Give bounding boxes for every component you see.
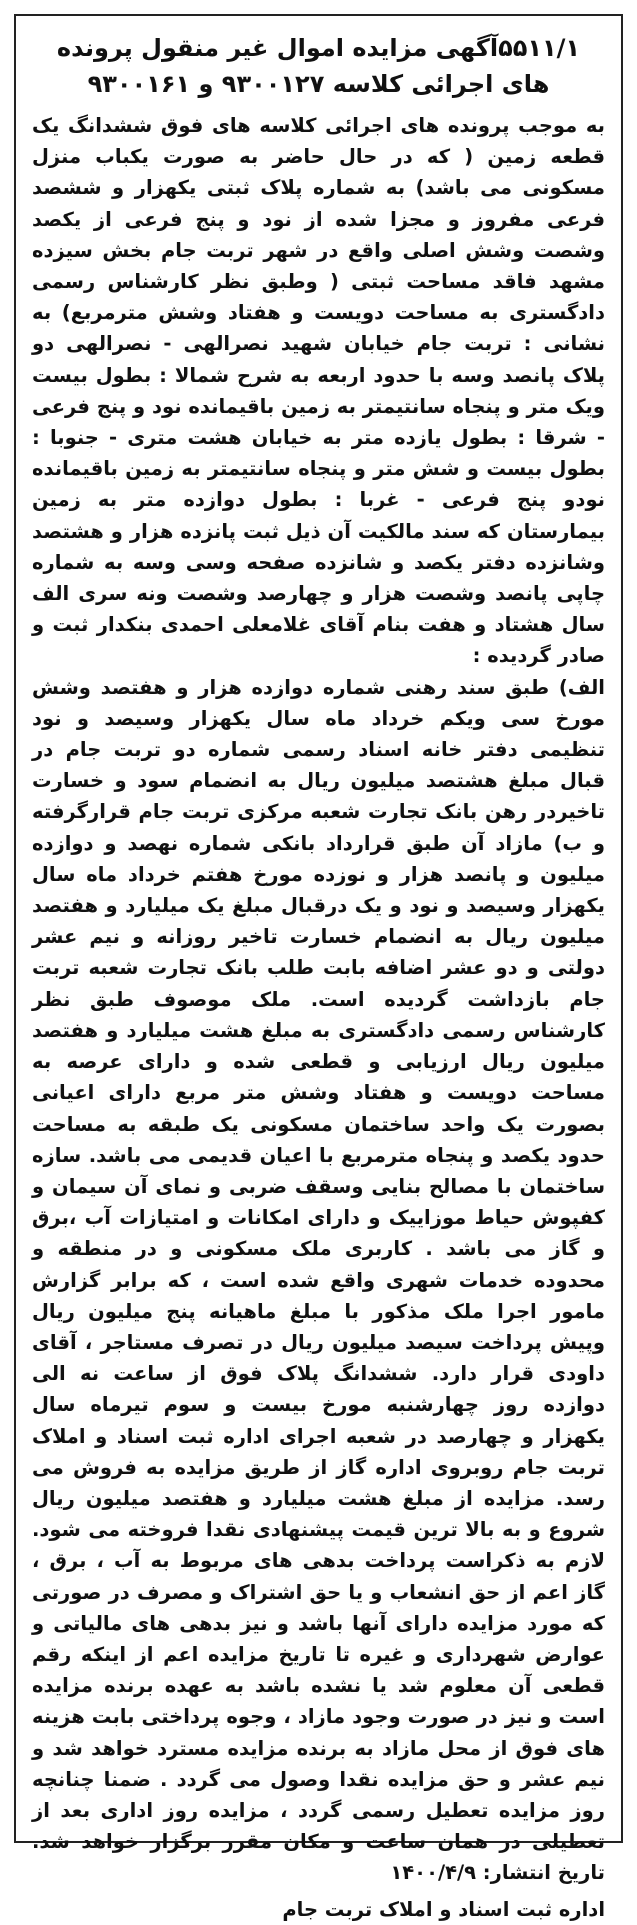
auction-notice	[14, 14, 623, 1921]
notice-paragraph-details: الف) طبق سند رهنی شماره دوازده هزار و هفتصد وشش مورخ سی ویکم خرداد ماه سال یکهزار وسیصد و نود تنظیمی دفتر خانه اسناد رسمی شماره دو تربت جام در قبال مبلغ هشتصد میلیون ریال به انضمام سود و خسارت تاخیردر رهن بانک تجارت شعبه مرکزی تربت جام قرارگرفته و ب) مازاد آن طبق قرارداد بانکی شماره نهصد و دوازده میلیون و پانصد هزار و نوزده مورخ هفتم خرداد ماه سال یکهزار وسیصد و نود و یک درقبال مبلغ یک میلیارد و هفتصد میلیون ریال به انضمام خسارت تاخیر روزانه و نیم عشر دولتی و دو عشر اضافه بابت طلب بانک تجارت شعبه تربت جام بازداشت گردیده است. ملک موصوف طبق نظر کارشناس رسمی دادگستری به مبلغ هشت میلیارد و هفتصد میلیون ریال ارزیابی و قطعی شده و دارای عرصه به مساحت دویست و هفتاد وشش متر مربع دارای اعیانی بصورت یک واحد ساختمان مسکونی یک طبقه به مساحت حدود یکصد و پنجاه مترمربع با اعیان قدیمی می باشد. سازه ساختمان با مصالح بنایی وسقف ضربی و نمای آن سیمان و کفپوش حیاط موزاییک و دارای امکانات و امتیازات آب ،برق و گاز می باشد . کاربری ملک مسکونی و در منطقه و محدوده خدمات شهری واقع شده است ، که برابر گزارش مامور اجرا ملک مذکور با مبلغ ماهیانه پنج میلیون ریال وپیش پرداخت سیصد میلیون ریال در تصرف مستاجر ، آقای داودی قرار دارد. ششدانگ پلاک فوق از ساعت نه الی دوازده روز چهارشنبه مورخ بیست و سوم تیرماه سال یکهزار و چهارصد در شعبه اجرای اداره ثبت اسناد و املاک تربت جام روبروی اداره گاز از طریق مزایده به فروش می رسد. مزایده از مبلغ هشت میلیارد و هفتصد میلیون ریال شروع و به بالا ترین قیمت پیشنهادی نقدا فروخته می شود. لازم به ذکراست پرداخت بدهی های مربوط به آب ، برق ، گاز اعم از حق انشعاب و یا حق اشتراک و مصرف در صورتی که مورد مزایده دارای آنها باشد و نیز بدهی های مالیاتی و عوارض شهرداری و غیره تا تاریخ مزایده اعم از اینکه رقم قطعی آن معلوم شد یا نشده باشد به عهده برنده مزایده است و نیز در صورت وجود مازاد ، وجوه پرداختی بابت هزینه های فوق از محل مازاد به برنده مزایده مسترد خواهد شد و نیم عشر و حق مزایده نقدا وصول می گردد . ضمنا چنانچه روز مزایده تعطیل رسمی گردد ، مزایده روز اداری بعد از تعطیلی در همان ساعت و مکان مقرر برگزار خواهد شد. تاریخ انتشار: ۱۴۰۰/۴/۹	[32, 675, 605, 1885]
notice-issuer: اداره ثبت اسناد و املاک تربت جام	[282, 1897, 605, 1921]
notice-paragraph-property: به موجب پرونده های اجرائی کلاسه های فوق ششدانگ یک قطعه زمین ( که در حال حاضر به صورت یکباب منزل مسکونی می باشد) به شماره پلاک ثبتی یکهزار و ششصد فرعی مفروز و مجزا شده از نود و پنج فرعی از یکصد وشصت وشش اصلی واقع در شهر تربت جام بخش سیزده مشهد فاقد مساحت ثبتی ( وطبق نظر کارشناس رسمی دادگستری به مساحت دویست و هفتاد وشش مترمربع) به نشانی : تربت جام خیابان شهید نصرالهی - نصرالهی دو پلاک پانصد وسه با حدود اربعه به شرح شمالا : بطول بیست ویک متر و پنجاه سانتیمتر به زمین باقیمانده نود و پنج فرعی - شرقا : بطول یازده متر به خیابان هشت متری - جنوبا : بطول بیست و شش متر و پنجاه سانتیمتر به زمین باقیمانده نودو پنج فرعی - غربا : بطول دوازده متر به زمین بیمارستان که سند مالکیت آن ذیل ثبت پانزده هزار و هشتصد وشانزده دفتر یکصد و شانزده صفحه وسی وسه به شماره چاپی پانصد وشصت هزار و چهارصد وشصت ونه سری الف سال هشتاد و هفت بنام آقای غلامعلی احمدی بنکدار ثبت و صادر گردیده :	[32, 114, 605, 668]
notice-title-text: آگهی مزایده اموال غیر منقول پرونده های اجرائی کلاسه ۹۳۰۰۱۲۷ و ۹۳۰۰۱۶۱	[56, 34, 550, 98]
notice-title	[32, 30, 605, 102]
notice-number: ۵۵۱۱/۱	[498, 34, 581, 62]
notice-body	[32, 110, 605, 1889]
